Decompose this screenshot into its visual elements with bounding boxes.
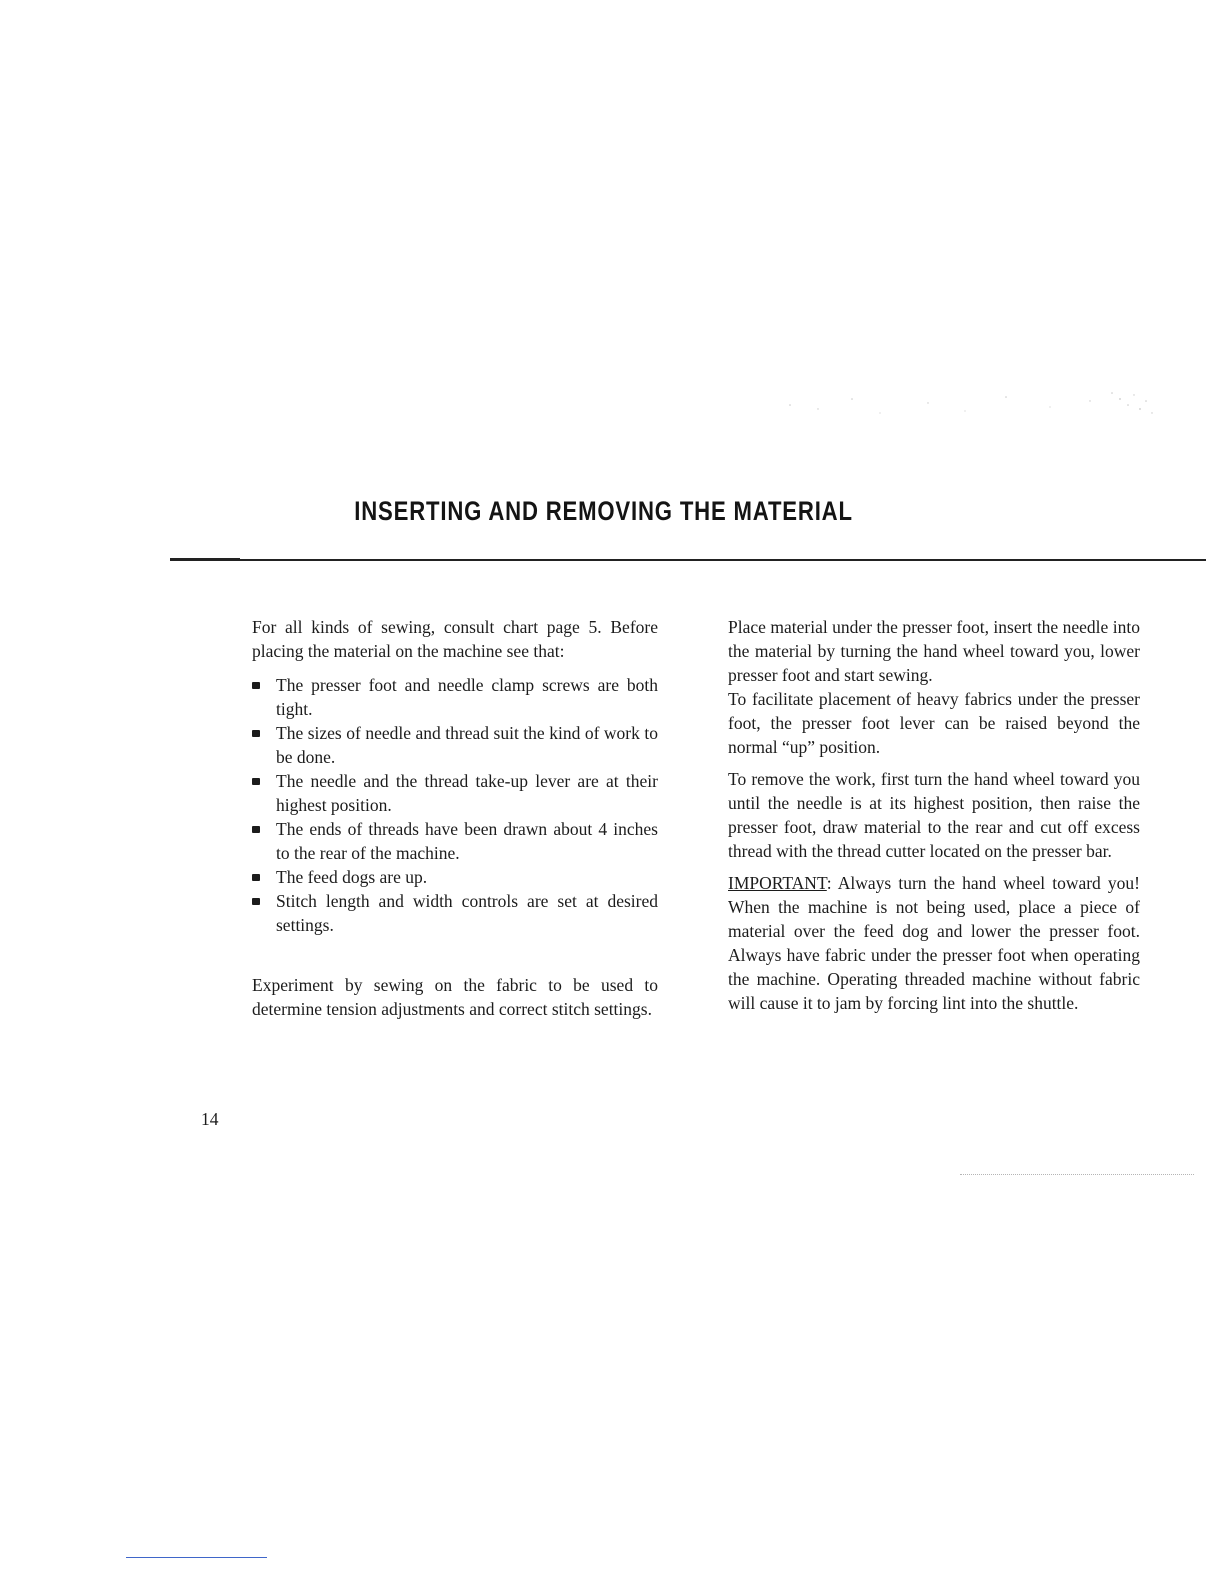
checklist-item-text: Stitch length and width controls are set at desired settings.	[276, 891, 658, 935]
scan-speckle-marks	[760, 385, 1200, 425]
heavy-fabrics-paragraph: To facilitate placement of heavy fabrics under the presser foot, the presser foot lever can be raised beyond the normal “up” position.	[728, 689, 1140, 757]
page-title: INSERTING AND REMOVING THE MATERIAL	[354, 496, 853, 526]
checklist-item	[252, 889, 658, 937]
square-bullet-icon	[252, 682, 260, 689]
remove-work-paragraph: To remove the work, first turn the hand wheel toward you until the needle is at its highest position, then raise the presser foot, draw material to the rear and cut off excess thread with the thread cutter located on the presser bar.	[728, 769, 1140, 861]
checklist-item	[252, 721, 658, 769]
square-bullet-icon	[252, 778, 260, 785]
scan-artifact-line	[960, 1174, 1194, 1175]
scan-edge-line	[126, 1557, 267, 1558]
checklist-item-text: The sizes of needle and thread suit the kind of work to be done.	[276, 723, 658, 767]
checklist-item-text: The presser foot and needle clamp screws are both tight.	[276, 675, 658, 719]
important-paragraph	[728, 871, 1140, 1015]
right-column	[728, 615, 1140, 1015]
checklist-item	[252, 673, 658, 721]
important-text: : Always turn the hand wheel toward you! When the machine is not being used, place a piece of material over the feed dog and lower the presser foot. Always have fabric under the presser foot when operating the machine. Operating threaded machine without fabric will cause it to jam by forcing lint into the shuttle.	[728, 873, 1140, 1013]
title-rule	[170, 559, 1206, 561]
square-bullet-icon	[252, 730, 260, 737]
important-label: IMPORTANT	[728, 873, 827, 893]
square-bullet-icon	[252, 874, 260, 881]
place-material-paragraph: Place material under the presser foot, insert the needle into the material by turning the hand wheel toward you, lower presser foot and start sewing.	[728, 617, 1140, 685]
checklist-item-text: The ends of threads have been drawn about 4 inches to the rear of the machine.	[276, 819, 658, 863]
square-bullet-icon	[252, 826, 260, 833]
checklist-item	[252, 769, 658, 817]
intro-paragraph: For all kinds of sewing, consult chart page 5. Before placing the material on the machine see that:	[252, 617, 658, 661]
checklist-item-text: The needle and the thread take-up lever are at their highest position.	[276, 771, 658, 815]
checklist-item-text: The feed dogs are up.	[276, 867, 428, 887]
checklist-item	[252, 817, 658, 865]
left-column	[252, 615, 658, 1021]
experiment-paragraph: Experiment by sewing on the fabric to be used to determine tension adjustments and correct stitch settings.	[252, 975, 658, 1019]
page-number: 14	[201, 1109, 219, 1129]
pre-sewing-checklist	[252, 673, 658, 937]
checklist-item	[252, 865, 658, 889]
square-bullet-icon	[252, 898, 260, 905]
